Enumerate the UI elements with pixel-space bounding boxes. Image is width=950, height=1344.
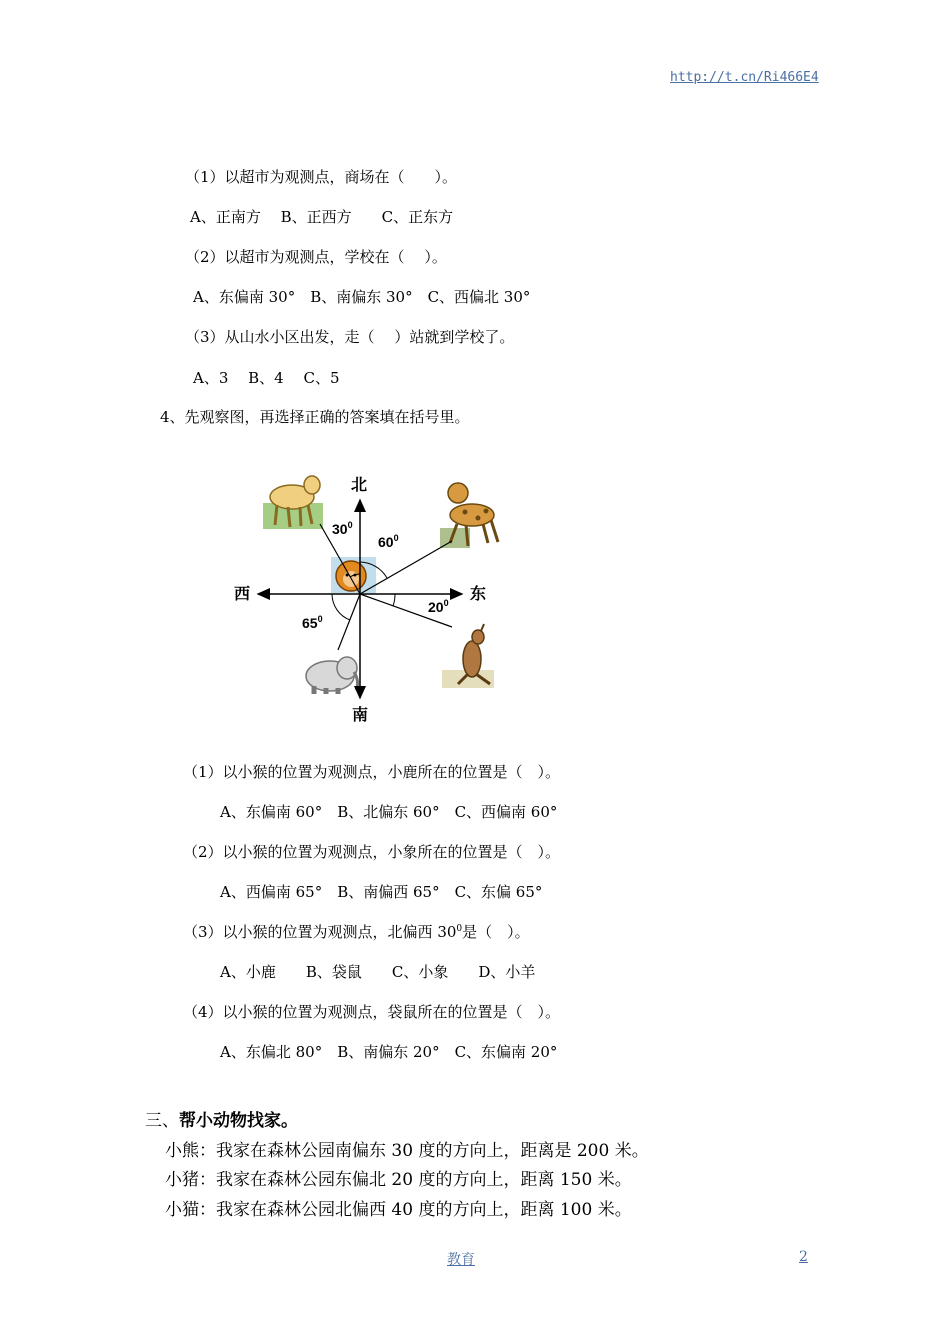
q3-sub2-options: A、东偏南 30° B、南偏东 30° C、西偏北 30° (193, 288, 531, 306)
angle-30-degree: 0 (347, 520, 353, 530)
angle-20-label: 20 (428, 599, 444, 615)
section3-line-bear: 小熊：我家在森林公园南偏东 30 度的方向上，距离是 200 米。 (165, 1141, 649, 1161)
svg-text:200 (428, 598, 449, 615)
q4-title: 4、先观察图，再选择正确的答案填在括号里。 (160, 408, 470, 426)
angle-30-label: 30 (332, 521, 348, 537)
q3-sub1-options: A、正南方 B、正西方 C、正东方 (190, 208, 454, 226)
footer-link[interactable]: 教育 (447, 1252, 475, 1268)
angle-60-degree: 0 (393, 533, 399, 543)
deer-icon (440, 483, 498, 548)
angle-65-degree: 0 (317, 614, 323, 624)
ray-elephant (338, 594, 360, 650)
q4-sub3-stem: （3）以小猴的位置为观测点，北偏西 $30^0$是（ ）。 (183, 923, 530, 941)
q3-sub3-stem: （3）从山水小区出发，走（ ）站就到学校了。 (185, 328, 515, 346)
svg-text:300 (332, 520, 353, 537)
q3-sub1-stem: （1）以超市为观测点，商场在（ ）。 (185, 168, 458, 186)
header-url-link[interactable]: http://t.cn/Ri466E4 (670, 70, 819, 85)
q3-sub3-options: A、3 B、4 C、5 (193, 369, 340, 387)
q4-sub4-stem: （4）以小猴的位置为观测点，袋鼠所在的位置是（ ）。 (183, 1003, 561, 1021)
goat-icon (263, 476, 323, 529)
q4-sub4-options: A、东偏北 80° B、南偏东 20° C、东偏南 20° (220, 1043, 558, 1061)
kangaroo-icon (442, 624, 494, 688)
angle-20-degree: 0 (443, 598, 449, 608)
label-north: 北 (351, 477, 368, 494)
q4-sub2-stem: （2）以小猴的位置为观测点，小象所在的位置是（ ）。 (183, 843, 561, 861)
elephant-icon (306, 657, 358, 694)
section3-heading: 三、帮小动物找家。 (145, 1111, 298, 1131)
angle-60-label: 60 (378, 534, 394, 550)
q4-sub3-options: A、小鹿 B、袋鼠 C、小象 D、小羊 (220, 963, 536, 981)
label-east: 东 (470, 586, 487, 603)
angle-65-label: 65 (302, 615, 318, 631)
svg-text:650 (302, 614, 323, 631)
q3-sub2-stem: （2）以超市为观测点，学校在（ ）。 (185, 248, 447, 266)
q4-sub2-options: A、西偏南 65° B、南偏西 65° C、东偏 65° (220, 883, 543, 901)
q4-sub1-stem: （1）以小猴的位置为观测点，小鹿所在的位置是（ ）。 (183, 763, 561, 781)
label-south: 南 (352, 707, 369, 724)
section3-line-cat: 小猫：我家在森林公园北偏西 40 度的方向上，距离 100 米。 (165, 1200, 632, 1220)
section3-line-pig: 小猪：我家在森林公园东偏北 20 度的方向上，距离 150 米。 (165, 1170, 632, 1190)
svg-text:600 (378, 533, 399, 550)
q4-sub1-options: A、东偏南 60° B、北偏东 60° C、西偏南 60° (220, 803, 558, 821)
label-west: 西 (234, 586, 251, 603)
page-number: 2 (799, 1249, 808, 1265)
